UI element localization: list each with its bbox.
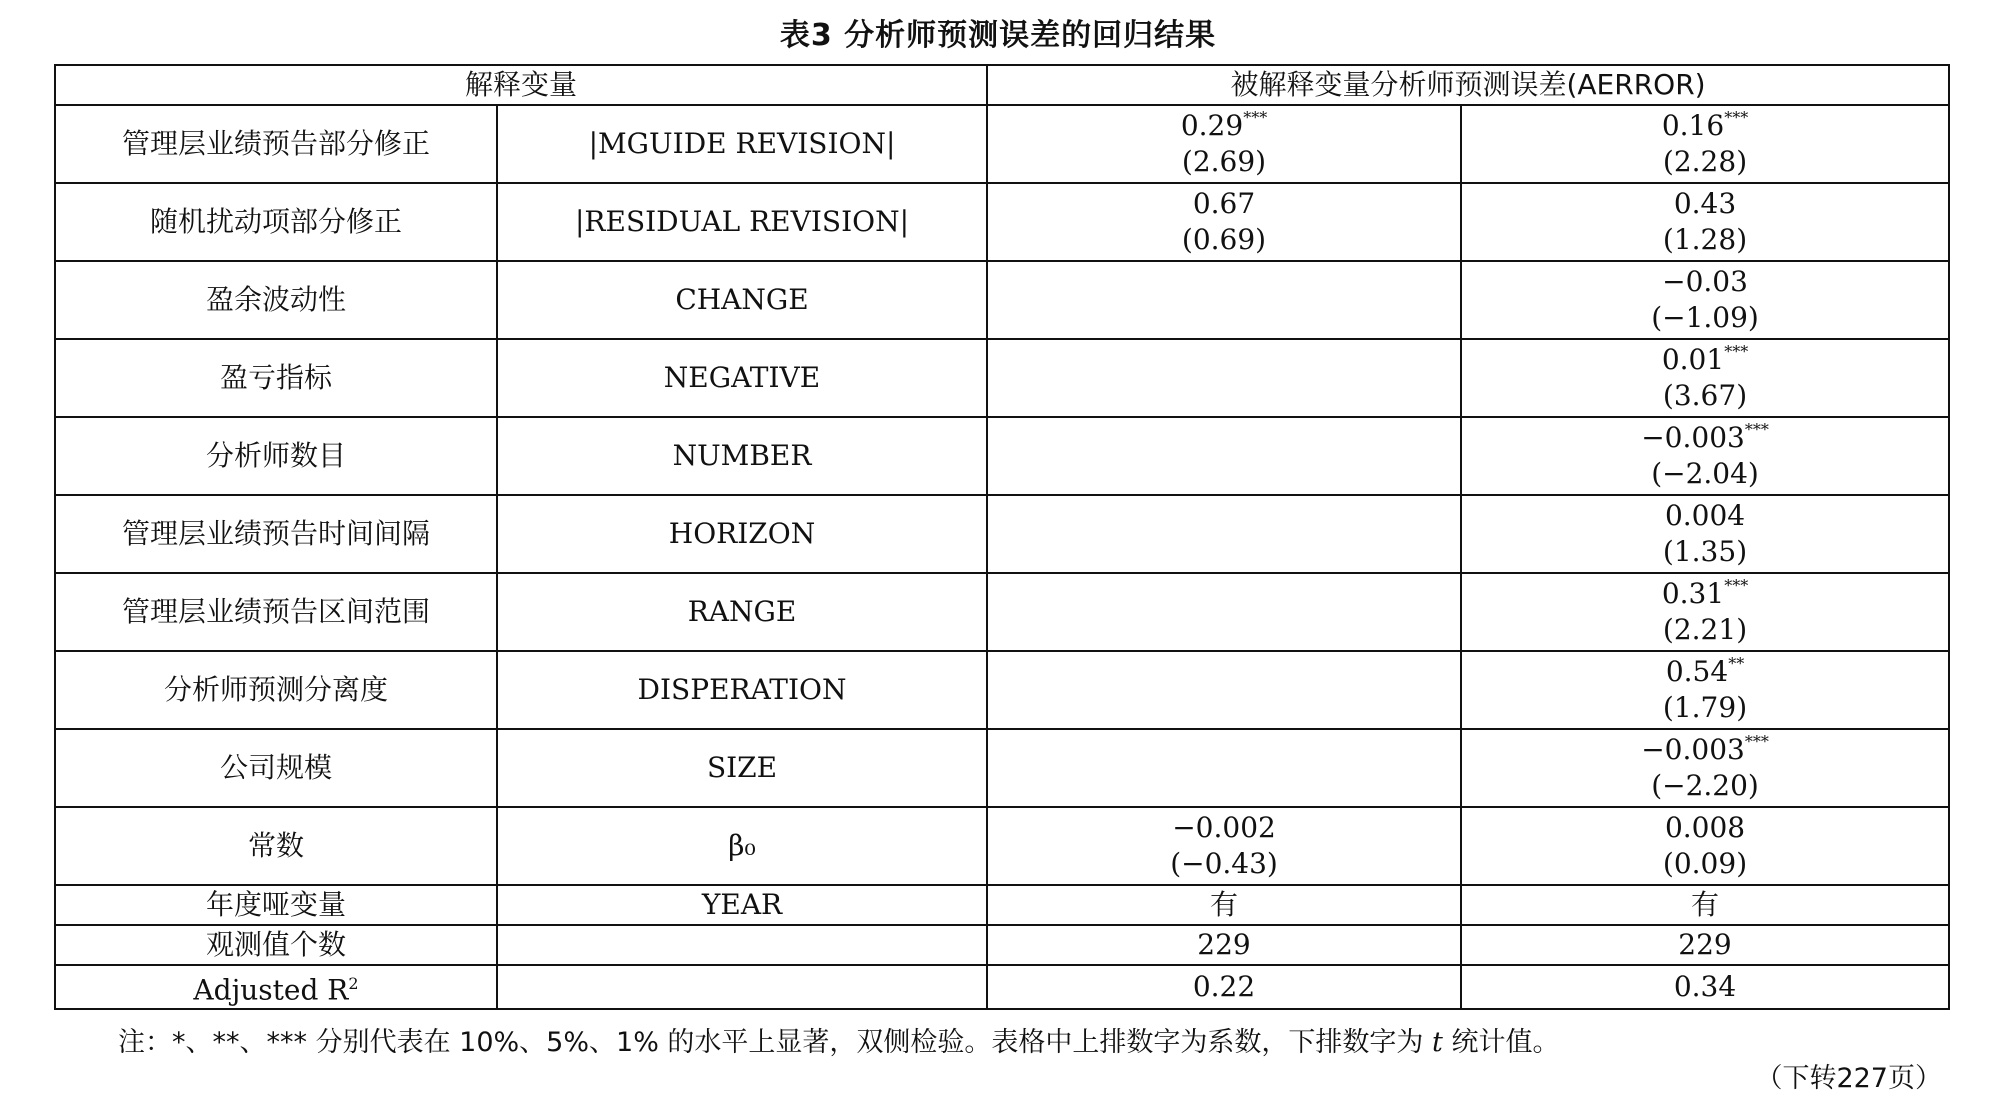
value-cell-c1: 有	[987, 885, 1461, 925]
t-statistic: (0.69)	[1181, 223, 1267, 256]
coef-cell-c1	[987, 807, 1461, 885]
coef-value: 0.29	[1180, 109, 1244, 142]
coef-cell-c1	[987, 729, 1461, 807]
t-statistic: (−1.09)	[1651, 301, 1759, 334]
value-cell-c1: 229	[987, 925, 1461, 965]
significance-stars: ***	[1243, 107, 1268, 127]
coef-value: 0.01	[1661, 343, 1725, 376]
coefficient	[1462, 654, 1948, 690]
coef-value: −0.03	[1662, 265, 1748, 298]
coefficient	[1462, 732, 1948, 768]
coef-cell-c2	[1461, 729, 1949, 807]
table-row	[55, 729, 1949, 807]
coef-value: 0.54	[1665, 655, 1729, 688]
variable-name-en: HORIZON	[497, 495, 987, 573]
table-row	[55, 573, 1949, 651]
table-row	[55, 105, 1949, 183]
table-title: 表3 分析师预测误差的回归结果	[779, 18, 1217, 53]
t-statistic: (−2.04)	[1651, 457, 1759, 490]
table-row	[55, 495, 1949, 573]
coefficient	[1462, 108, 1948, 144]
value-cell-c2: 有	[1461, 885, 1949, 925]
significance-stars: ***	[1744, 419, 1769, 439]
variable-name-en: NEGATIVE	[497, 339, 987, 417]
coef-cell-c1	[987, 573, 1461, 651]
coefficient	[1462, 498, 1948, 534]
coef-value: 0.16	[1661, 109, 1725, 142]
table-row	[55, 183, 1949, 261]
variable-name-cn: 盈余波动性	[55, 261, 497, 339]
header-row	[55, 65, 1949, 105]
continued-label: （下转227页）	[1755, 1063, 1942, 1094]
significance-stars: **	[1728, 653, 1745, 673]
coefficient	[988, 810, 1460, 846]
coef-cell-c2	[1461, 417, 1949, 495]
note-suffix: 统计值。	[1442, 1027, 1560, 1058]
coef-cell-c1	[987, 183, 1461, 261]
variable-name-en: SIZE	[497, 729, 987, 807]
coef-value: 0.31	[1661, 577, 1725, 610]
variable-name-cn: 公司规模	[55, 729, 497, 807]
significance-stars: ***	[1724, 575, 1749, 595]
coef-cell-c2	[1461, 339, 1949, 417]
value-cell-c2: 0.34	[1461, 965, 1949, 1009]
coef-cell-c2	[1461, 573, 1949, 651]
t-statistic: (−0.43)	[1170, 847, 1278, 880]
table-note	[118, 1020, 1559, 1059]
variable-name-en: DISPERATION	[497, 651, 987, 729]
significance-stars: ***	[1724, 341, 1749, 361]
empty-cell	[497, 965, 987, 1009]
coef-value: 0.008	[1664, 811, 1746, 844]
t-statistic: (1.79)	[1662, 691, 1748, 724]
variable-name-en: RANGE	[497, 573, 987, 651]
coef-value: 0.43	[1673, 187, 1737, 220]
value-cell-c1: 0.22	[987, 965, 1461, 1009]
variable-name-cn: 盈亏指标	[55, 339, 497, 417]
coefficient	[1462, 576, 1948, 612]
table-row	[55, 339, 1949, 417]
coef-cell-c2	[1461, 183, 1949, 261]
variable-name-en: CHANGE	[497, 261, 987, 339]
row-label-cn: 观测值个数	[55, 925, 497, 965]
variable-name-en: NUMBER	[497, 417, 987, 495]
row-label-en: YEAR	[497, 885, 987, 925]
variable-name-en: β₀	[497, 807, 987, 885]
regression-table	[54, 64, 1950, 1010]
r2-label: Adjusted R	[193, 973, 349, 1007]
coef-cell-c1	[987, 495, 1461, 573]
coef-value: −0.003	[1641, 733, 1745, 766]
coef-value: −0.002	[1172, 811, 1276, 844]
coefficient	[1462, 342, 1948, 378]
coef-cell-c1	[987, 105, 1461, 183]
t-statistic: (3.67)	[1662, 379, 1748, 412]
coefficient	[988, 186, 1460, 222]
variable-name-cn: 管理层业绩预告时间间隔	[55, 495, 497, 573]
significance-stars: ***	[1744, 731, 1769, 751]
table-row	[55, 807, 1949, 885]
t-statistic: (2.28)	[1662, 145, 1748, 178]
variable-name-cn: 管理层业绩预告区间范围	[55, 573, 497, 651]
coef-cell-c2	[1461, 807, 1949, 885]
t-statistic: (0.09)	[1662, 847, 1748, 880]
coef-value: 0.67	[1192, 187, 1256, 220]
coef-cell-c1	[987, 417, 1461, 495]
t-statistic: (2.69)	[1181, 145, 1267, 178]
table-row	[55, 261, 1949, 339]
coefficient	[988, 108, 1460, 144]
row-label-cn: 年度哑变量	[55, 885, 497, 925]
coef-cell-c1	[987, 651, 1461, 729]
t-statistic: (2.21)	[1662, 613, 1748, 646]
r2-superscript: 2	[348, 974, 359, 993]
variable-name-cn: 分析师数目	[55, 417, 497, 495]
r2-label-cell	[55, 965, 497, 1009]
table-row	[55, 417, 1949, 495]
coefficient	[1462, 186, 1948, 222]
coef-value: 0.004	[1664, 499, 1746, 532]
value-cell-c2: 229	[1461, 925, 1949, 965]
coef-cell-c2	[1461, 261, 1949, 339]
coef-cell-c2	[1461, 495, 1949, 573]
coef-cell-c1	[987, 261, 1461, 339]
dependent-header: 被解释变量分析师预测误差(AERROR)	[987, 65, 1949, 105]
coefficient	[1462, 264, 1948, 300]
note-prefix: 注：*、**、*** 分别代表在 10%、5%、1% 的水平上显著，双侧检验。表格中上排数字为系数，下排数字为	[118, 1027, 1433, 1058]
t-statistic: (1.28)	[1662, 223, 1748, 256]
coef-cell-c1	[987, 339, 1461, 417]
row-label-en	[497, 925, 987, 965]
coef-cell-c2	[1461, 105, 1949, 183]
variable-name-cn: 分析师预测分离度	[55, 651, 497, 729]
coefficient	[1462, 420, 1948, 456]
significance-stars: ***	[1724, 107, 1749, 127]
variable-name-en: |MGUIDE REVISION|	[497, 105, 987, 183]
variable-name-cn: 随机扰动项部分修正	[55, 183, 497, 261]
variable-name-cn: 常数	[55, 807, 497, 885]
coef-value: −0.003	[1641, 421, 1745, 454]
t-statistic: (−2.20)	[1651, 769, 1759, 802]
observations-row	[55, 925, 1949, 965]
note-t: t	[1432, 1027, 1443, 1058]
year-dummy-row	[55, 885, 1949, 925]
adjusted-r2-row	[55, 965, 1949, 1009]
table-row	[55, 651, 1949, 729]
variable-name-cn: 管理层业绩预告部分修正	[55, 105, 497, 183]
coef-cell-c2	[1461, 651, 1949, 729]
variable-name-en: |RESIDUAL REVISION|	[497, 183, 987, 261]
coefficient	[1462, 810, 1948, 846]
explanatory-header: 解释变量	[55, 65, 987, 105]
t-statistic: (1.35)	[1662, 535, 1748, 568]
